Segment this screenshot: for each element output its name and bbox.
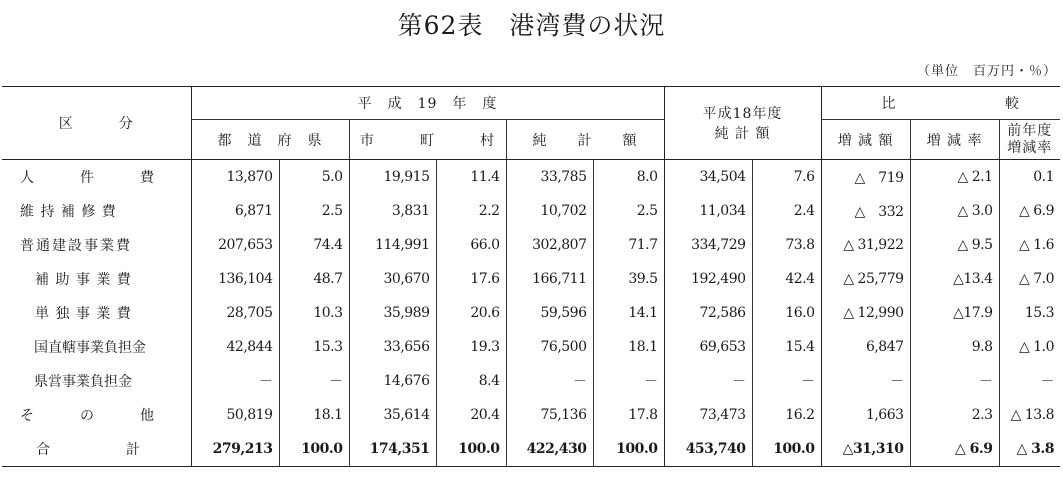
cell: － bbox=[664, 364, 752, 398]
cell: 14,676 bbox=[349, 364, 436, 398]
cell: △ 6.9 bbox=[999, 194, 1060, 228]
header-h19: 平 成 19 年 度 bbox=[191, 87, 664, 120]
cell: － bbox=[506, 364, 593, 398]
cell: 15.4 bbox=[752, 330, 821, 364]
cell: 14.1 bbox=[593, 296, 664, 330]
table-row bbox=[2, 364, 1060, 398]
cell: － bbox=[910, 364, 999, 398]
cell: 5.0 bbox=[279, 160, 349, 195]
cell: 42,844 bbox=[191, 330, 279, 364]
cell: 16.0 bbox=[752, 296, 821, 330]
cell: 69,653 bbox=[664, 330, 752, 364]
cell: 73,473 bbox=[664, 398, 752, 432]
cell: 35,614 bbox=[349, 398, 436, 432]
table-row bbox=[2, 296, 1060, 330]
row-label: 人 件 費 bbox=[20, 170, 155, 186]
cell: △ 3.0 bbox=[910, 194, 999, 228]
cell: △ 13.8 bbox=[999, 398, 1060, 432]
cell: 8.0 bbox=[593, 160, 664, 195]
header-junkei: 純 計 額 bbox=[506, 120, 664, 160]
cell: △ 6.9 bbox=[910, 432, 999, 467]
cell: 10.3 bbox=[279, 296, 349, 330]
cell: 7.6 bbox=[752, 160, 821, 195]
cell: 2.5 bbox=[593, 194, 664, 228]
cell: 42.4 bbox=[752, 262, 821, 296]
cell: － bbox=[191, 364, 279, 398]
cell: － bbox=[999, 364, 1060, 398]
cell: 20.6 bbox=[436, 296, 506, 330]
cell: △ 1.0 bbox=[999, 330, 1060, 364]
cell: － bbox=[752, 364, 821, 398]
cell: 302,807 bbox=[506, 228, 593, 262]
cell: 28,705 bbox=[191, 296, 279, 330]
cell: 75,136 bbox=[506, 398, 593, 432]
cell: 15.3 bbox=[279, 330, 349, 364]
cell: 1,663 bbox=[821, 398, 910, 432]
cell: 59,596 bbox=[506, 296, 593, 330]
header-h18-year: 平成18年度 bbox=[702, 106, 783, 122]
table-row bbox=[2, 262, 1060, 296]
cell: △ 7.0 bbox=[999, 262, 1060, 296]
cell: 100.0 bbox=[593, 432, 664, 467]
cell: 74.4 bbox=[279, 228, 349, 262]
unit-note: （単位 百万円・％） bbox=[916, 64, 1057, 79]
cell: △ 3.8 bbox=[999, 432, 1060, 467]
cell: 279,213 bbox=[191, 432, 279, 467]
cell: △ 719 bbox=[821, 160, 910, 195]
cell: － bbox=[821, 364, 910, 398]
cell: 76,500 bbox=[506, 330, 593, 364]
cell: 2.2 bbox=[436, 194, 506, 228]
cell: 136,104 bbox=[191, 262, 279, 296]
cell: 334,729 bbox=[664, 228, 752, 262]
cell: 34,504 bbox=[664, 160, 752, 195]
cell: 207,653 bbox=[191, 228, 279, 262]
cell: 66.0 bbox=[436, 228, 506, 262]
cell: 100.0 bbox=[279, 432, 349, 467]
cell: 100.0 bbox=[436, 432, 506, 467]
cell: 19.3 bbox=[436, 330, 506, 364]
cell: 114,991 bbox=[349, 228, 436, 262]
header-h18 bbox=[664, 87, 821, 160]
row-label: 単 独 事 業 費 bbox=[20, 306, 132, 322]
cell: △17.9 bbox=[910, 296, 999, 330]
cell: 48.7 bbox=[279, 262, 349, 296]
cell: 11,034 bbox=[664, 194, 752, 228]
cell: 30,670 bbox=[349, 262, 436, 296]
cell: 50,819 bbox=[191, 398, 279, 432]
cell: △ 332 bbox=[821, 194, 910, 228]
total-row bbox=[2, 432, 1060, 467]
cell: 17.6 bbox=[436, 262, 506, 296]
cell: 13,870 bbox=[191, 160, 279, 195]
cell: 9.8 bbox=[910, 330, 999, 364]
table-row bbox=[2, 330, 1060, 364]
cell: 33,785 bbox=[506, 160, 593, 195]
cell: 6,847 bbox=[821, 330, 910, 364]
cell: 17.8 bbox=[593, 398, 664, 432]
cell: 11.4 bbox=[436, 160, 506, 195]
row-label: 補 助 事 業 費 bbox=[20, 272, 132, 288]
cell: 0.1 bbox=[999, 160, 1060, 195]
cell: 72,586 bbox=[664, 296, 752, 330]
header-hikaku bbox=[821, 87, 1060, 120]
cell: △ 31,922 bbox=[821, 228, 910, 262]
cell: 16.2 bbox=[752, 398, 821, 432]
cell: 18.1 bbox=[279, 398, 349, 432]
cell: 174,351 bbox=[349, 432, 436, 467]
header-hi: 比 bbox=[881, 96, 897, 112]
row-label: 普通建設事業費 bbox=[20, 238, 132, 254]
header-kaku: 較 bbox=[1005, 96, 1021, 112]
header-h18-label: 純 計 額 bbox=[714, 126, 771, 142]
cell: 453,740 bbox=[664, 432, 752, 467]
harbor-expense-table bbox=[2, 86, 1060, 467]
header-zennen-1: 前年度 bbox=[1007, 122, 1053, 139]
cell: △31,310 bbox=[821, 432, 910, 467]
table-title: 第62表 港湾費の状況 bbox=[397, 11, 666, 40]
row-label: そ の 他 bbox=[20, 408, 155, 424]
cell: － bbox=[593, 364, 664, 398]
header-zennen bbox=[999, 120, 1060, 160]
header-shichoson: 市 町 村 bbox=[349, 120, 506, 160]
cell: 192,490 bbox=[664, 262, 752, 296]
cell: △ 25,779 bbox=[821, 262, 910, 296]
table-row bbox=[2, 194, 1060, 228]
cell: 33,656 bbox=[349, 330, 436, 364]
row-label: 維 持 補 修 費 bbox=[20, 204, 117, 220]
cell: 2.3 bbox=[910, 398, 999, 432]
cell: 19,915 bbox=[349, 160, 436, 195]
total-label: 合 計 bbox=[2, 432, 191, 467]
cell: 2.5 bbox=[279, 194, 349, 228]
cell: － bbox=[279, 364, 349, 398]
cell: 100.0 bbox=[752, 432, 821, 467]
row-label: 県営事業負担金 bbox=[20, 374, 132, 390]
table-row bbox=[2, 160, 1060, 195]
table-row bbox=[2, 228, 1060, 262]
cell: △ 9.5 bbox=[910, 228, 999, 262]
cell: 18.1 bbox=[593, 330, 664, 364]
row-label: 国直轄事業負担金 bbox=[20, 340, 146, 356]
cell: 6,871 bbox=[191, 194, 279, 228]
cell: 20.4 bbox=[436, 398, 506, 432]
header-zougen: 増 減 額 bbox=[821, 120, 910, 160]
cell: 10,702 bbox=[506, 194, 593, 228]
header-zennen-2: 増減率 bbox=[1007, 139, 1053, 156]
cell: 71.7 bbox=[593, 228, 664, 262]
cell: △ 1.6 bbox=[999, 228, 1060, 262]
cell: 3,831 bbox=[349, 194, 436, 228]
cell: 35,989 bbox=[349, 296, 436, 330]
cell: 39.5 bbox=[593, 262, 664, 296]
cell: 2.4 bbox=[752, 194, 821, 228]
header-todofuken: 都 道 府 県 bbox=[191, 120, 349, 160]
header-zougenritsu: 増 減 率 bbox=[910, 120, 999, 160]
table-row bbox=[2, 398, 1060, 432]
cell: 15.3 bbox=[999, 296, 1060, 330]
cell: 166,711 bbox=[506, 262, 593, 296]
cell: 73.8 bbox=[752, 228, 821, 262]
header-kubun: 区 分 bbox=[2, 87, 191, 160]
cell: △ 2.1 bbox=[910, 160, 999, 195]
cell: △ 12,990 bbox=[821, 296, 910, 330]
cell: △13.4 bbox=[910, 262, 999, 296]
cell: 8.4 bbox=[436, 364, 506, 398]
cell: 422,430 bbox=[506, 432, 593, 467]
